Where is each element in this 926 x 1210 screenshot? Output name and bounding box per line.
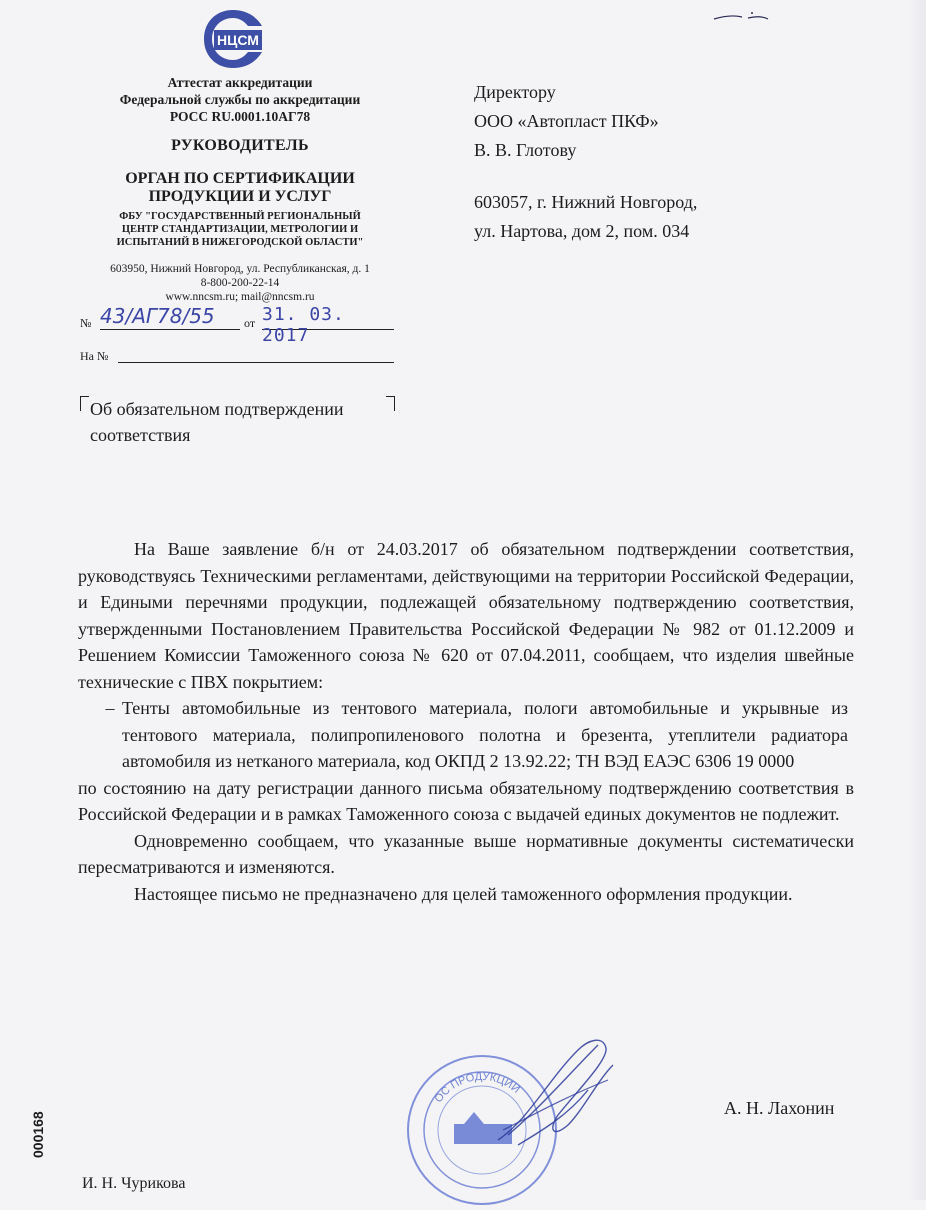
subject-bracket-right xyxy=(386,396,395,411)
body-paragraph: по состоянию на дату регистрации данного письма обязательному подтверждению соответствия в Российской Федерации и в рамках Таможенного союза с выдачей единых документов не подлежит. xyxy=(78,777,854,824)
reply-to-label: На № xyxy=(80,349,109,363)
addressee-line: В. В. Глотову xyxy=(474,140,577,160)
subject-line: соответствия xyxy=(90,425,191,445)
reply-to-line xyxy=(118,362,394,363)
letter-body xyxy=(78,536,854,907)
contact-web: www.nncsm.ru; mail@nncsm.ru xyxy=(165,291,315,303)
address-line: 603057, г. Нижний Новгород, xyxy=(474,192,698,212)
serial-number: 000168 xyxy=(30,1111,46,1158)
subject-line: Об обязательном подтверждении xyxy=(90,399,344,419)
org-name-line: ОРГАН ПО СЕРТИФИКАЦИИ xyxy=(125,170,355,187)
contact-block xyxy=(60,262,420,304)
executor-name: И. Н. Чурикова xyxy=(82,1175,186,1192)
contact-address: 603950, Нижний Новгород, ул. Республиканская, д. 1 xyxy=(110,263,370,275)
body-paragraph: Настоящее письмо не предназначено для целей таможенного оформления продукции. xyxy=(134,883,793,904)
addressee xyxy=(474,78,659,165)
body-list-item xyxy=(78,695,854,775)
accreditation-line: РОСС RU.0001.10АГ78 xyxy=(169,109,311,124)
accreditation-line: Федеральной службы по аккредитации xyxy=(119,92,361,107)
reg-number-value: 43/АГ78/55 xyxy=(100,304,240,330)
signatory-name: А. Н. Лахонин xyxy=(724,1098,835,1118)
accreditation-block xyxy=(60,74,420,125)
fbu-line: ИСПЫТАНИЙ В НИЖЕГОРОДСКОЙ ОБЛАСТИ" xyxy=(116,237,364,248)
head-title: РУКОВОДИТЕЛЬ xyxy=(171,137,309,154)
list-dash: – xyxy=(105,698,115,718)
address-line: ул. Нартова, дом 2, пом. 034 xyxy=(474,221,690,241)
contact-phone: 8-800-200-22-14 xyxy=(200,277,280,289)
body-paragraph: Одновременно сообщаем, что указанные выше нормативные документы систематически пересматриваются и изменяются. xyxy=(78,830,854,877)
addressee-line: ООО «Автопласт ПКФ» xyxy=(474,111,659,131)
subject-bracket-left xyxy=(80,396,89,411)
org-name xyxy=(60,170,420,206)
handwritten-signature xyxy=(488,1020,628,1160)
reg-number-label: № xyxy=(80,316,92,330)
stamp-text: ОС ПРОДУКЦИИ xyxy=(432,1070,522,1105)
pen-mark xyxy=(712,10,782,24)
fbu-line: ФБУ "ГОСУДАРСТВЕННЫЙ РЕГИОНАЛЬНЫЙ xyxy=(119,211,361,222)
ncsm-logo xyxy=(196,8,270,70)
accreditation-line: Аттестат аккредитации xyxy=(167,75,313,90)
body-paragraph: На Ваше заявление б/н от 24.03.2017 об обязательном подтверждении соответствия, руководствуясь Техническими регламентами, действующими на территории Российской Федерации, и Едиными перечнями продукции, подлежащей обязательному подтверждению соответствия, утвержденными Постановлением Правительства Российской Федерации № 982 от 01.12.2009 и Решением Комиссии Таможенного союза № 620 от 07.04.2011, сообщаем, что изделия швейные технические с ПВХ покрытием: xyxy=(78,539,854,692)
reg-date-label: от xyxy=(244,316,256,330)
addressee-address xyxy=(474,188,697,246)
reg-date-value: 31. 03. 2017 xyxy=(262,304,394,330)
org-name-line: ПРОДУКЦИИ И УСЛУГ xyxy=(148,188,332,205)
fbu-line: ЦЕНТР СТАНДАРТИЗАЦИИ, МЕТРОЛОГИИ И xyxy=(121,224,359,235)
addressee-line: Директору xyxy=(474,82,556,102)
page-edge-shadow xyxy=(908,0,926,1200)
fbu-name xyxy=(60,210,420,249)
logo-text: НЦСМ xyxy=(217,32,259,48)
list-item-text: Тенты автомобильные из тентового материала, пологи автомобильные и укрывные из тентового материала, полипропиленового полотна и брезента, утеплители радиатора автомобиля из нетканого материала, код ОКПД 2 13.92.22; ТН ВЭД ЕАЭС 6306 19 0000 xyxy=(122,698,848,771)
subject xyxy=(90,396,344,448)
